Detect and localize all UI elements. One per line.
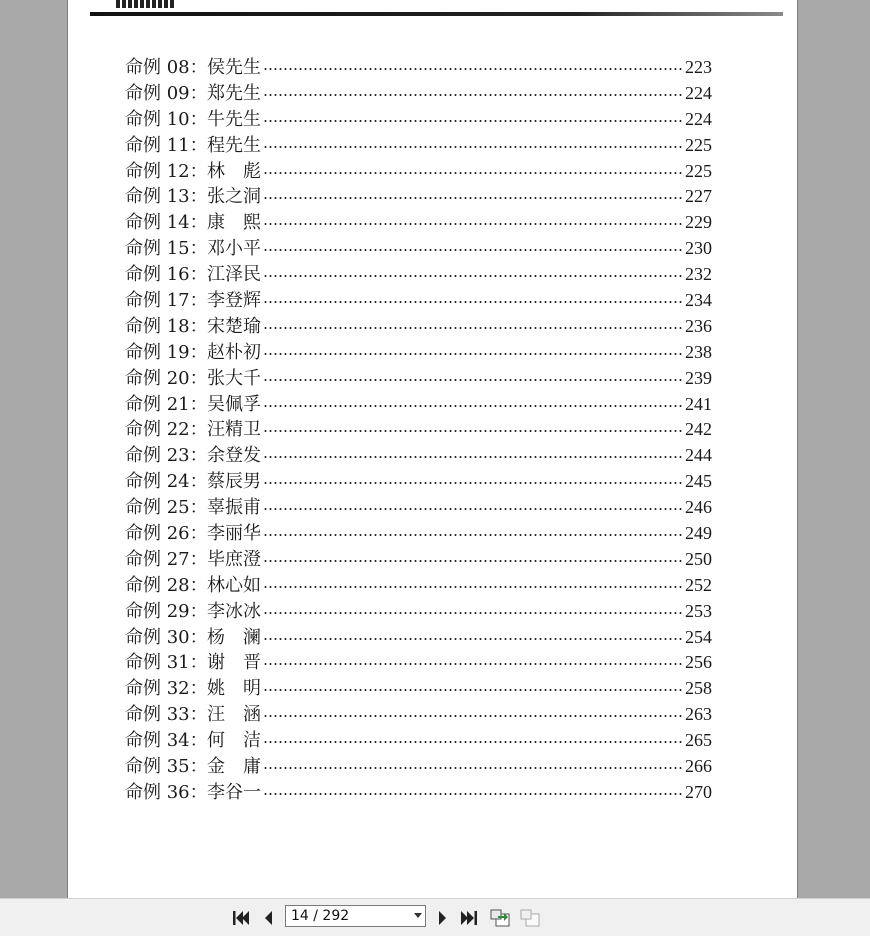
prev-page-button[interactable]	[257, 907, 279, 929]
toc-entry[interactable]	[125, 650, 712, 676]
toc-entry[interactable]	[125, 754, 712, 780]
toc-dot-leader	[263, 275, 683, 277]
toc-entry-label: 命例 33：	[125, 704, 208, 726]
toc-entry-page-number: 227	[685, 186, 712, 207]
toc-entry-label: 命例 30：	[125, 626, 208, 648]
toc-entry-page-number: 265	[685, 730, 712, 751]
toc-dot-leader	[263, 379, 683, 381]
toc-entry-page-number: 239	[685, 367, 712, 388]
toc-entry-page-number: 225	[685, 134, 712, 155]
chevron-down-icon	[411, 913, 425, 919]
toc-entry-page-number: 224	[685, 82, 712, 103]
toc-dot-leader	[263, 197, 683, 199]
toc-dot-leader	[263, 663, 683, 665]
first-page-icon	[230, 909, 250, 927]
toc-entry-name: 李丽华	[207, 523, 261, 545]
toc-entry-name: 张大千	[207, 367, 261, 389]
toc-entry-name: 吴佩孚	[207, 393, 261, 415]
toc-entry-label: 命例 22：	[125, 419, 208, 441]
toc-dot-leader	[263, 534, 683, 536]
toc-entry-name: 江泽民	[207, 264, 261, 286]
toc-entry-name: 何 洁	[207, 730, 261, 752]
toc-entry-label: 命例 28：	[125, 574, 208, 596]
toc-entry-page-number: 252	[685, 574, 712, 595]
toc-entry-page-number: 253	[685, 600, 712, 621]
next-page-button[interactable]	[432, 907, 454, 929]
toc-entry-name: 张之洞	[207, 186, 261, 208]
toc-dot-leader	[263, 146, 683, 148]
toc-entry-name: 汪 涵	[207, 704, 261, 726]
page-layout-button[interactable]	[489, 907, 511, 929]
toc-entry-page-number: 249	[685, 523, 712, 544]
toc-entry-name: 毕庶澄	[207, 548, 261, 570]
toc-dot-leader	[263, 793, 683, 795]
toc-entry-name: 汪精卫	[207, 419, 261, 441]
toc-entry-page-number: 254	[685, 626, 712, 647]
page-layout-alt-button[interactable]	[519, 907, 541, 929]
toc-entry-label: 命例 27：	[125, 548, 208, 570]
toc-entry[interactable]	[125, 392, 712, 418]
toc-entry-label: 命例 20：	[125, 367, 208, 389]
toc-entry[interactable]	[125, 288, 712, 314]
toc-entry-page-number: 224	[685, 108, 712, 129]
toc-entry-page-number: 236	[685, 315, 712, 336]
toc-entry-label: 命例 35：	[125, 756, 208, 778]
toc-dot-leader	[263, 172, 683, 174]
header-decoration	[116, 0, 174, 8]
toc-entry-page-number: 246	[685, 497, 712, 518]
toc-entry[interactable]	[125, 521, 712, 547]
header-rule	[90, 12, 783, 16]
viewer-toolbar	[0, 898, 870, 936]
toc-entry[interactable]	[125, 366, 712, 392]
toc-dot-leader	[263, 94, 683, 96]
toc-dot-leader	[263, 301, 683, 303]
toc-entry[interactable]	[125, 599, 712, 625]
toc-entry-page-number: 263	[685, 704, 712, 725]
toc-entry-label: 命例 17：	[125, 290, 208, 312]
toc-entry-name: 林 彪	[207, 160, 261, 182]
toc-dot-leader	[263, 767, 683, 769]
toc-entry-label: 命例 15：	[125, 238, 208, 260]
toc-entry[interactable]	[125, 625, 712, 651]
toc-entry-name: 金 庸	[207, 756, 261, 778]
toc-entry[interactable]	[125, 702, 712, 728]
toc-entry-label: 命例 36：	[125, 781, 208, 803]
page-number-value: 14 / 292	[291, 908, 350, 924]
document-page	[67, 0, 798, 898]
toc-dot-leader	[263, 430, 683, 432]
toc-dot-leader	[263, 560, 683, 562]
toc-entry[interactable]	[125, 133, 712, 159]
toc-entry-label: 命例 31：	[125, 652, 208, 674]
toc-entry-label: 命例 24：	[125, 471, 208, 493]
table-of-contents	[125, 55, 712, 806]
toc-entry-page-number: 234	[685, 290, 712, 311]
toc-entry-name: 宋楚瑜	[207, 315, 261, 337]
toc-entry-name: 牛先生	[207, 108, 261, 130]
toc-entry-name: 李冰冰	[207, 600, 261, 622]
last-page-button[interactable]	[459, 907, 481, 929]
toc-entry-label: 命例 25：	[125, 497, 208, 519]
toc-entry[interactable]	[125, 236, 712, 262]
toc-dot-leader	[263, 456, 683, 458]
toc-entry[interactable]	[125, 314, 712, 340]
toc-dot-leader	[263, 353, 683, 355]
toc-entry-page-number: 270	[685, 781, 712, 802]
toc-entry-label: 命例 16：	[125, 264, 208, 286]
toc-entry-name: 李谷一	[207, 781, 261, 803]
toc-entry[interactable]	[125, 469, 712, 495]
toc-entry-label: 命例 21：	[125, 393, 208, 415]
toc-entry-label: 命例 29：	[125, 600, 208, 622]
toc-entry-label: 命例 34：	[125, 730, 208, 752]
toc-entry-name: 李登辉	[207, 290, 261, 312]
toc-entry-label: 命例 11：	[125, 134, 208, 156]
toc-dot-leader	[263, 482, 683, 484]
toc-entry[interactable]	[125, 55, 712, 81]
toc-dot-leader	[263, 327, 683, 329]
toc-entry-page-number: 266	[685, 756, 712, 777]
toc-entry-name: 邓小平	[207, 238, 261, 260]
toc-entry-label: 命例 14：	[125, 212, 208, 234]
first-page-button[interactable]	[229, 907, 251, 929]
toc-entry-name: 程先生	[207, 134, 261, 156]
toc-entry-label: 命例 10：	[125, 108, 208, 130]
toc-entry-page-number: 250	[685, 548, 712, 569]
toc-entry-page-number: 230	[685, 238, 712, 259]
toc-entry-name: 郑先生	[207, 82, 261, 104]
page-layout-icon	[489, 908, 511, 928]
toc-entry-page-number: 244	[685, 445, 712, 466]
toc-entry-page-number: 245	[685, 471, 712, 492]
toc-entry-label: 命例 23：	[125, 445, 208, 467]
toc-entry[interactable]	[125, 443, 712, 469]
toc-entry-name: 林心如	[207, 574, 261, 596]
toc-entry[interactable]	[125, 107, 712, 133]
toc-entry-name: 杨 澜	[207, 626, 261, 648]
toc-dot-leader	[263, 68, 683, 70]
toc-dot-leader	[263, 508, 683, 510]
toc-dot-leader	[263, 638, 683, 640]
toc-entry-page-number: 241	[685, 393, 712, 414]
toc-entry[interactable]	[125, 210, 712, 236]
toc-entry-label: 命例 26：	[125, 523, 208, 545]
page-number-select[interactable]	[285, 905, 426, 927]
toc-entry[interactable]	[125, 340, 712, 366]
toc-entry-page-number: 223	[685, 57, 712, 77]
toc-entry-label: 命例 09：	[125, 82, 208, 104]
toc-entry[interactable]	[125, 728, 712, 754]
toc-entry[interactable]	[125, 780, 712, 806]
toc-entry-label: 命例 18：	[125, 315, 208, 337]
toc-entry-page-number: 225	[685, 160, 712, 181]
toc-entry[interactable]	[125, 184, 712, 210]
toc-dot-leader	[263, 586, 683, 588]
toc-dot-leader	[263, 715, 683, 717]
prev-page-icon	[261, 909, 275, 927]
toc-entry-page-number: 229	[685, 212, 712, 233]
toc-dot-leader	[263, 612, 683, 614]
next-page-icon	[436, 909, 450, 927]
toc-entry-name: 姚 明	[207, 678, 261, 700]
toc-entry-label: 命例 32：	[125, 678, 208, 700]
toc-dot-leader	[263, 689, 683, 691]
toc-entry-page-number: 258	[685, 678, 712, 699]
page-layout-alt-icon	[519, 908, 541, 928]
toc-dot-leader	[263, 120, 683, 122]
toc-dot-leader	[263, 405, 683, 407]
toc-dot-leader	[263, 249, 683, 251]
toc-entry[interactable]	[125, 676, 712, 702]
toc-entry[interactable]	[125, 417, 712, 443]
toc-entry-page-number: 256	[685, 652, 712, 673]
toc-entry[interactable]	[125, 159, 712, 185]
toc-entry-name: 谢 晋	[207, 652, 261, 674]
toc-entry-page-number: 232	[685, 264, 712, 285]
last-page-icon	[460, 909, 480, 927]
toc-entry[interactable]	[125, 547, 712, 573]
toc-entry-label: 命例 13：	[125, 186, 208, 208]
toc-entry-page-number: 242	[685, 419, 712, 440]
toc-entry[interactable]	[125, 495, 712, 521]
toc-entry-name: 蔡辰男	[207, 471, 261, 493]
toc-entry-label: 命例 08：	[125, 57, 208, 78]
toc-entry[interactable]	[125, 81, 712, 107]
toc-entry[interactable]	[125, 262, 712, 288]
toc-entry-name: 赵朴初	[207, 341, 261, 363]
toc-entry-name: 辜振甫	[207, 497, 261, 519]
toc-dot-leader	[263, 741, 683, 743]
toc-entry-label: 命例 12：	[125, 160, 208, 182]
toc-entry-name: 余登发	[207, 445, 261, 467]
toc-entry[interactable]	[125, 573, 712, 599]
toc-entry-label: 命例 19：	[125, 341, 208, 363]
toc-entry-name: 康 熙	[207, 212, 261, 234]
toc-dot-leader	[263, 223, 683, 225]
toc-entry-name: 侯先生	[207, 57, 261, 78]
toc-entry-page-number: 238	[685, 341, 712, 362]
